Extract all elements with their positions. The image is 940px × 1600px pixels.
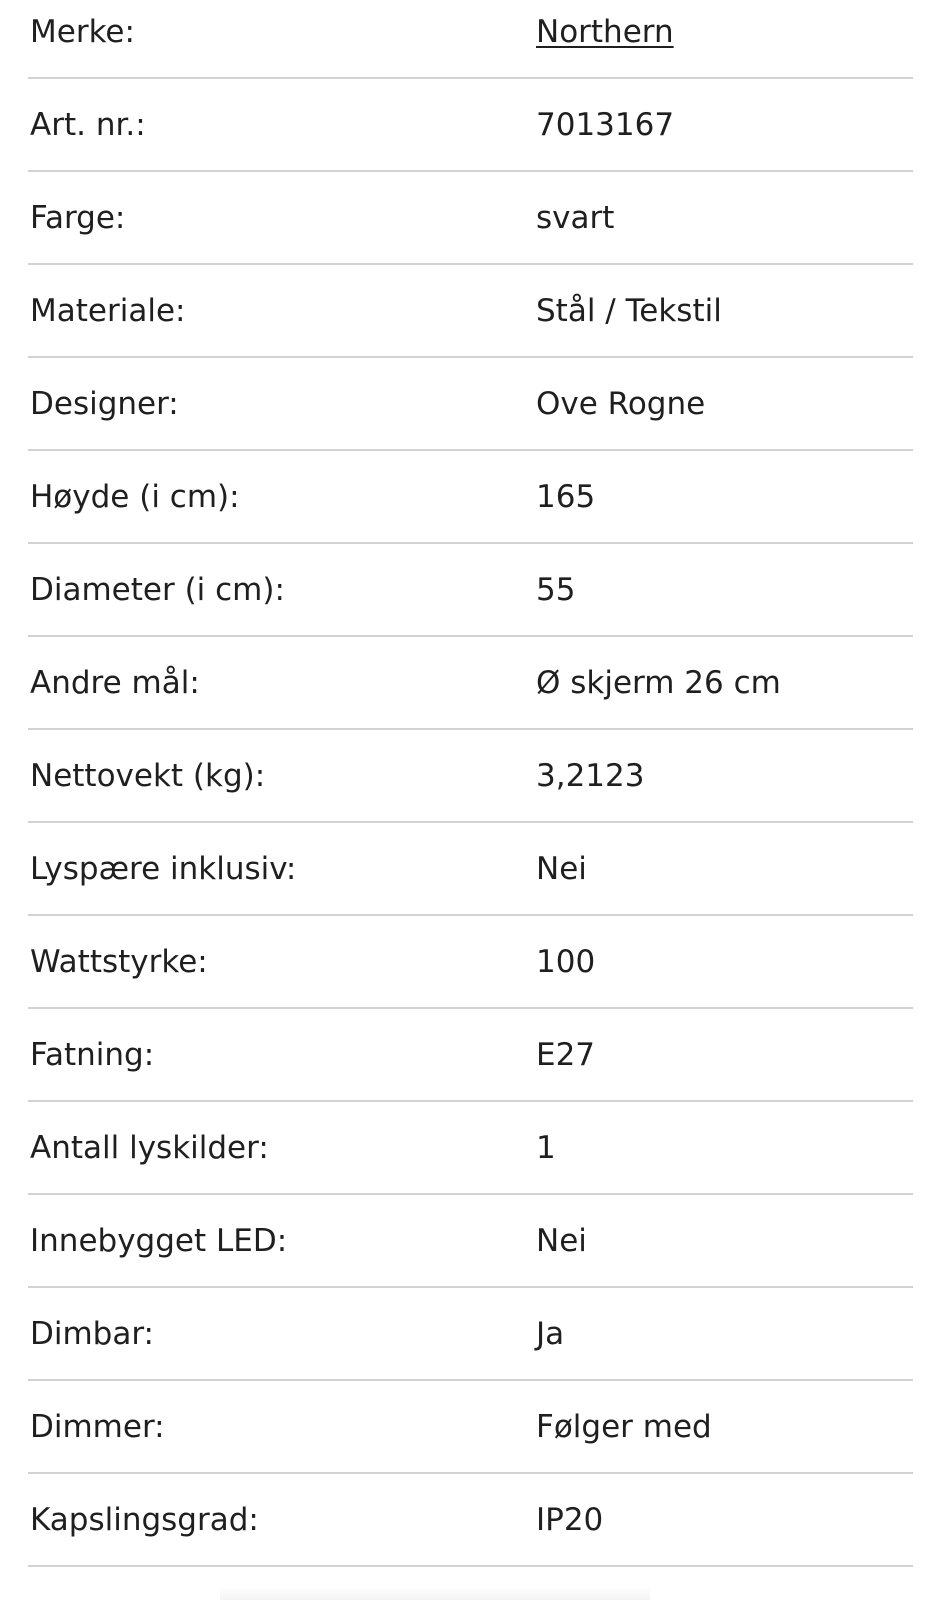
spec-label: Dimbar: — [30, 1316, 154, 1352]
spec-label: Dimmer: — [30, 1409, 165, 1445]
spec-value: Følger med — [536, 1409, 712, 1445]
spec-value: E27 — [536, 1037, 596, 1073]
spec-row-wattage — [28, 916, 913, 1009]
spec-row-designer — [28, 358, 913, 451]
spec-row-light-sources — [28, 1102, 913, 1195]
spec-value: 1 — [536, 1130, 556, 1166]
spec-row-bulb-included — [28, 823, 913, 916]
spec-label: Designer: — [30, 386, 179, 422]
spec-label: Nettovekt (kg): — [30, 758, 266, 794]
spec-row-material — [28, 265, 913, 358]
spec-label: Innebygget LED: — [30, 1223, 288, 1259]
spec-value: Nei — [536, 1223, 587, 1259]
brand-link[interactable]: Northern — [536, 14, 674, 50]
spec-label: Wattstyrke: — [30, 944, 208, 980]
spec-value: 165 — [536, 479, 596, 515]
spec-row-socket — [28, 1009, 913, 1102]
product-spec-table — [28, 0, 913, 1567]
spec-label: Merke: — [30, 14, 135, 50]
spec-row-article-number — [28, 79, 913, 172]
spec-value: 3,2123 — [536, 758, 645, 794]
spec-row-ip-rating — [28, 1474, 913, 1567]
spec-label: Diameter (i cm): — [30, 572, 285, 608]
spec-row-brand — [28, 0, 913, 79]
spec-label: Høyde (i cm): — [30, 479, 240, 515]
spec-row-diameter — [28, 544, 913, 637]
bottom-fade — [220, 1586, 650, 1600]
spec-label: Fatning: — [30, 1037, 155, 1073]
spec-row-other-dimensions — [28, 637, 913, 730]
spec-value: svart — [536, 200, 615, 236]
spec-row-net-weight — [28, 730, 913, 823]
spec-value: 7013167 — [536, 107, 675, 143]
spec-row-dimmable — [28, 1288, 913, 1381]
spec-row-built-in-led — [28, 1195, 913, 1288]
spec-value: 55 — [536, 572, 576, 608]
spec-label: Lyspære inklusiv: — [30, 851, 297, 887]
spec-value: Ja — [536, 1316, 565, 1352]
spec-label: Materiale: — [30, 293, 186, 329]
spec-label: Kapslingsgrad: — [30, 1502, 259, 1538]
spec-value: IP20 — [536, 1502, 604, 1538]
spec-value: 100 — [536, 944, 596, 980]
spec-row-dimmer — [28, 1381, 913, 1474]
spec-row-height — [28, 451, 913, 544]
spec-row-color — [28, 172, 913, 265]
spec-value: Ove Rogne — [536, 386, 706, 422]
spec-value: Ø skjerm 26 cm — [536, 665, 781, 701]
spec-value: Nei — [536, 851, 587, 887]
spec-label: Andre mål: — [30, 665, 200, 701]
spec-value: Stål / Tekstil — [536, 293, 722, 329]
spec-label: Antall lyskilder: — [30, 1130, 269, 1166]
spec-label: Farge: — [30, 200, 126, 236]
spec-label: Art. nr.: — [30, 107, 146, 143]
